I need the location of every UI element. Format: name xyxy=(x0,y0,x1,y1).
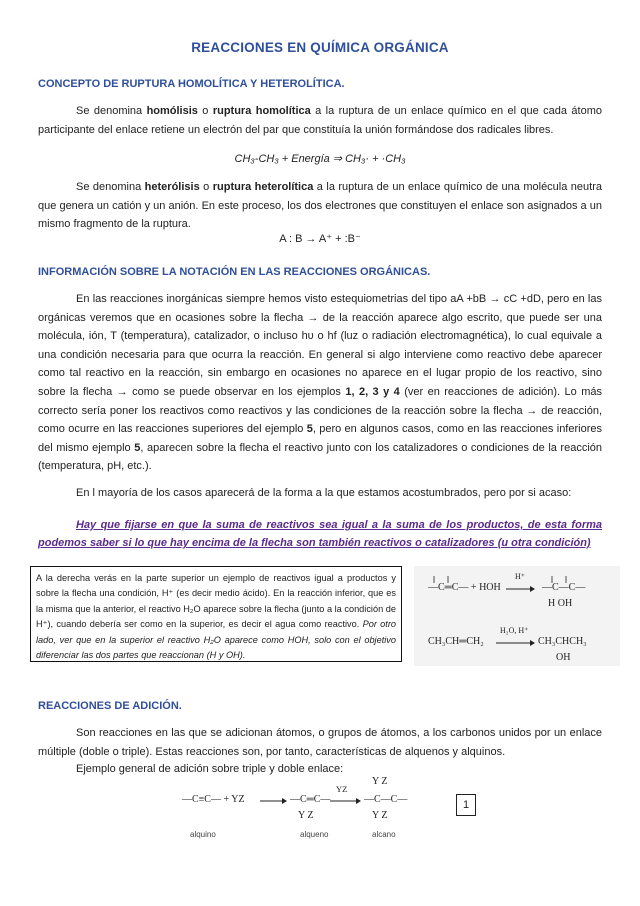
text-run: , pero en algunos casos, como en las reacciones inferiores del mismo ejemplo xyxy=(38,423,602,454)
reaction2-product: CH₃CHCH₃ xyxy=(538,636,587,647)
box-text-italic: Por otro lado, ver que en la superior el reactivo H₂O aparece como HOH, solo con el objetivo diferenciar las dos partes que reaccionan (H y OH). xyxy=(36,619,396,661)
section-heading-adicion: REACCIONES DE ADICIÓN. xyxy=(38,700,182,712)
text-run: , aparecen sobre la flecha el reactivo junto con los catalizadores o condiciones de la reacción (temperatura, pH, etc.). xyxy=(38,441,603,473)
reaction1-substituents: H OH xyxy=(548,598,573,609)
example-numbers: 1, 2, 3 y 4 xyxy=(345,385,400,398)
addition-scheme xyxy=(0,774,640,844)
text-run: o xyxy=(199,181,213,193)
paragraph-ejemplo: Ejemplo general de adición sobre triple y doble enlace: xyxy=(76,763,344,775)
term-ruptura-homolitica: ruptura homolítica xyxy=(212,105,311,117)
reaction2-reactant: CH₃CH═CH₂ xyxy=(428,636,484,647)
text-run: (ver en reacciones de adición). Lo más correcto sería poner los reactivos como reactivos y las condiciones de la reacción sobre la flecha → de reacción, como ocurre en las reacciones superiores del ejemplo xyxy=(38,385,602,436)
equation-heterolisis: A : B → A⁺ + :B⁻ xyxy=(279,233,361,245)
reaction1-reactants: —C═C— + HOH xyxy=(428,582,501,593)
paragraph-notacion xyxy=(38,290,602,476)
paragraph-heterolisis xyxy=(38,178,602,234)
reaction2-condition: H₂O, H⁺ xyxy=(500,626,529,635)
highlight-note: Hay que fijarse en que la suma de reactivos sea igual a la suma de los productos, de esta forma podemos saber si lo que hay encima de la flecha son también reactivos o catalizadores (u otra condición) xyxy=(38,519,602,549)
reaction-example-image xyxy=(414,566,620,666)
section-heading-notacion: INFORMACIÓN SOBRE LA NOTACIÓN EN LAS REACCIONES ORGÁNICAS. xyxy=(38,266,431,278)
text-run: o xyxy=(197,105,213,117)
text-run: a la ruptura de un enlace químico de una molécula neutra que genera un catión y un anión. En este proceso, los dos electrones que constituyen el enlace son asignados a un mismo fragmento de la ruptura. xyxy=(38,181,602,231)
scheme-reagent: YZ xyxy=(336,784,348,794)
section-heading-ruptura: CONCEPTO DE RUPTURA HOMOLÍTICA Y HETEROLÍTICA. xyxy=(38,78,345,90)
paragraph-adicion: Son reacciones en las que se adicionan átomos, o grupos de átomos, a los carbonos unidos por un enlace múltiple (doble o triple). Estas reacciones son, por tanto, características de alquenos y alquinos. xyxy=(38,727,602,758)
alkyne-reactants: —C≡C— + YZ xyxy=(182,794,245,805)
example-number-box: 1 xyxy=(456,794,476,816)
alkane-structure: —C—C— xyxy=(364,794,408,805)
paragraph-homolisis xyxy=(38,102,602,139)
alkane-top-substituents: Y Z xyxy=(372,776,388,787)
term-homolisis: homólisis xyxy=(146,105,198,117)
equation-homolisis: CH₃-CH₃ + Energía ⇒ CH₃· + ·CH₃ xyxy=(234,153,406,165)
term-ruptura-heterolitica: ruptura heterolítica xyxy=(212,181,314,193)
alkane-bottom-substituents: Y Z xyxy=(372,810,388,821)
text-run: Se denomina xyxy=(76,181,145,193)
example-number: 5 xyxy=(134,441,141,454)
reaction1-product: —C—C— xyxy=(542,582,586,593)
label-alquino: alquino xyxy=(190,830,216,839)
text-run: a la ruptura de un enlace químico en el que cada átomo participante del enlace retiene un electrón del par que constituía la unión formándose dos radicales libres. xyxy=(38,105,602,136)
text-run: Se denomina xyxy=(76,105,147,117)
reaction-arrows xyxy=(414,566,620,666)
alkene-structure: —C═C— xyxy=(290,794,331,805)
paragraph-acostumbrados: En l mayoría de los casos aparecerá de la forma a la que estamos acostumbrados, pero por si acaso: xyxy=(76,487,572,499)
label-alqueno: alqueno xyxy=(300,830,329,839)
page-title: REACCIONES EN QUÍMICA ORGÁNICA xyxy=(191,40,449,55)
explanation-box xyxy=(30,566,402,662)
reaction2-substituent: OH xyxy=(556,652,571,663)
label-alcano: alcano xyxy=(372,830,396,839)
reaction1-condition: H⁺ xyxy=(515,572,525,581)
term-heterolisis: heterólisis xyxy=(144,181,200,193)
text-run: En las reacciones inorgánicas siempre hemos visto estequiometrias del tipo aA +bB → cC +dD, pero en las orgánicas veremos que en ocasiones sobre la flecha → de la reacción aparece algo escrito, que puede ser una molécula, ión, T (temperatura), catalizador, o incluso hυ o hf (luz o radiación electromagnética), lo cual equivale a una condición necesaria para que ocurra la reacción. En general si algo interviene como reactivo debe aparecer como tal reactivo en la reacción, sin embargo en ocasiones no aparece en el lugar propio de los reactivo, sino sobre la flecha → como se puede observar en los ejemplos xyxy=(38,293,602,398)
alkene-substituents: Y Z xyxy=(298,810,314,821)
box-text: A la derecha verás en la parte superior un ejemplo de reactivos igual a productos y sobre la flecha una condición, H⁺ (es decir medio ácido). En la reacción inferior, que es la misma que la anterior, el reactivo H₂O aparece sobre la flecha (junto a la condición de H⁺), cuando debería ser como en la superior, es decir el agua como reactivo. xyxy=(36,573,396,630)
example-number: 5 xyxy=(306,423,313,436)
